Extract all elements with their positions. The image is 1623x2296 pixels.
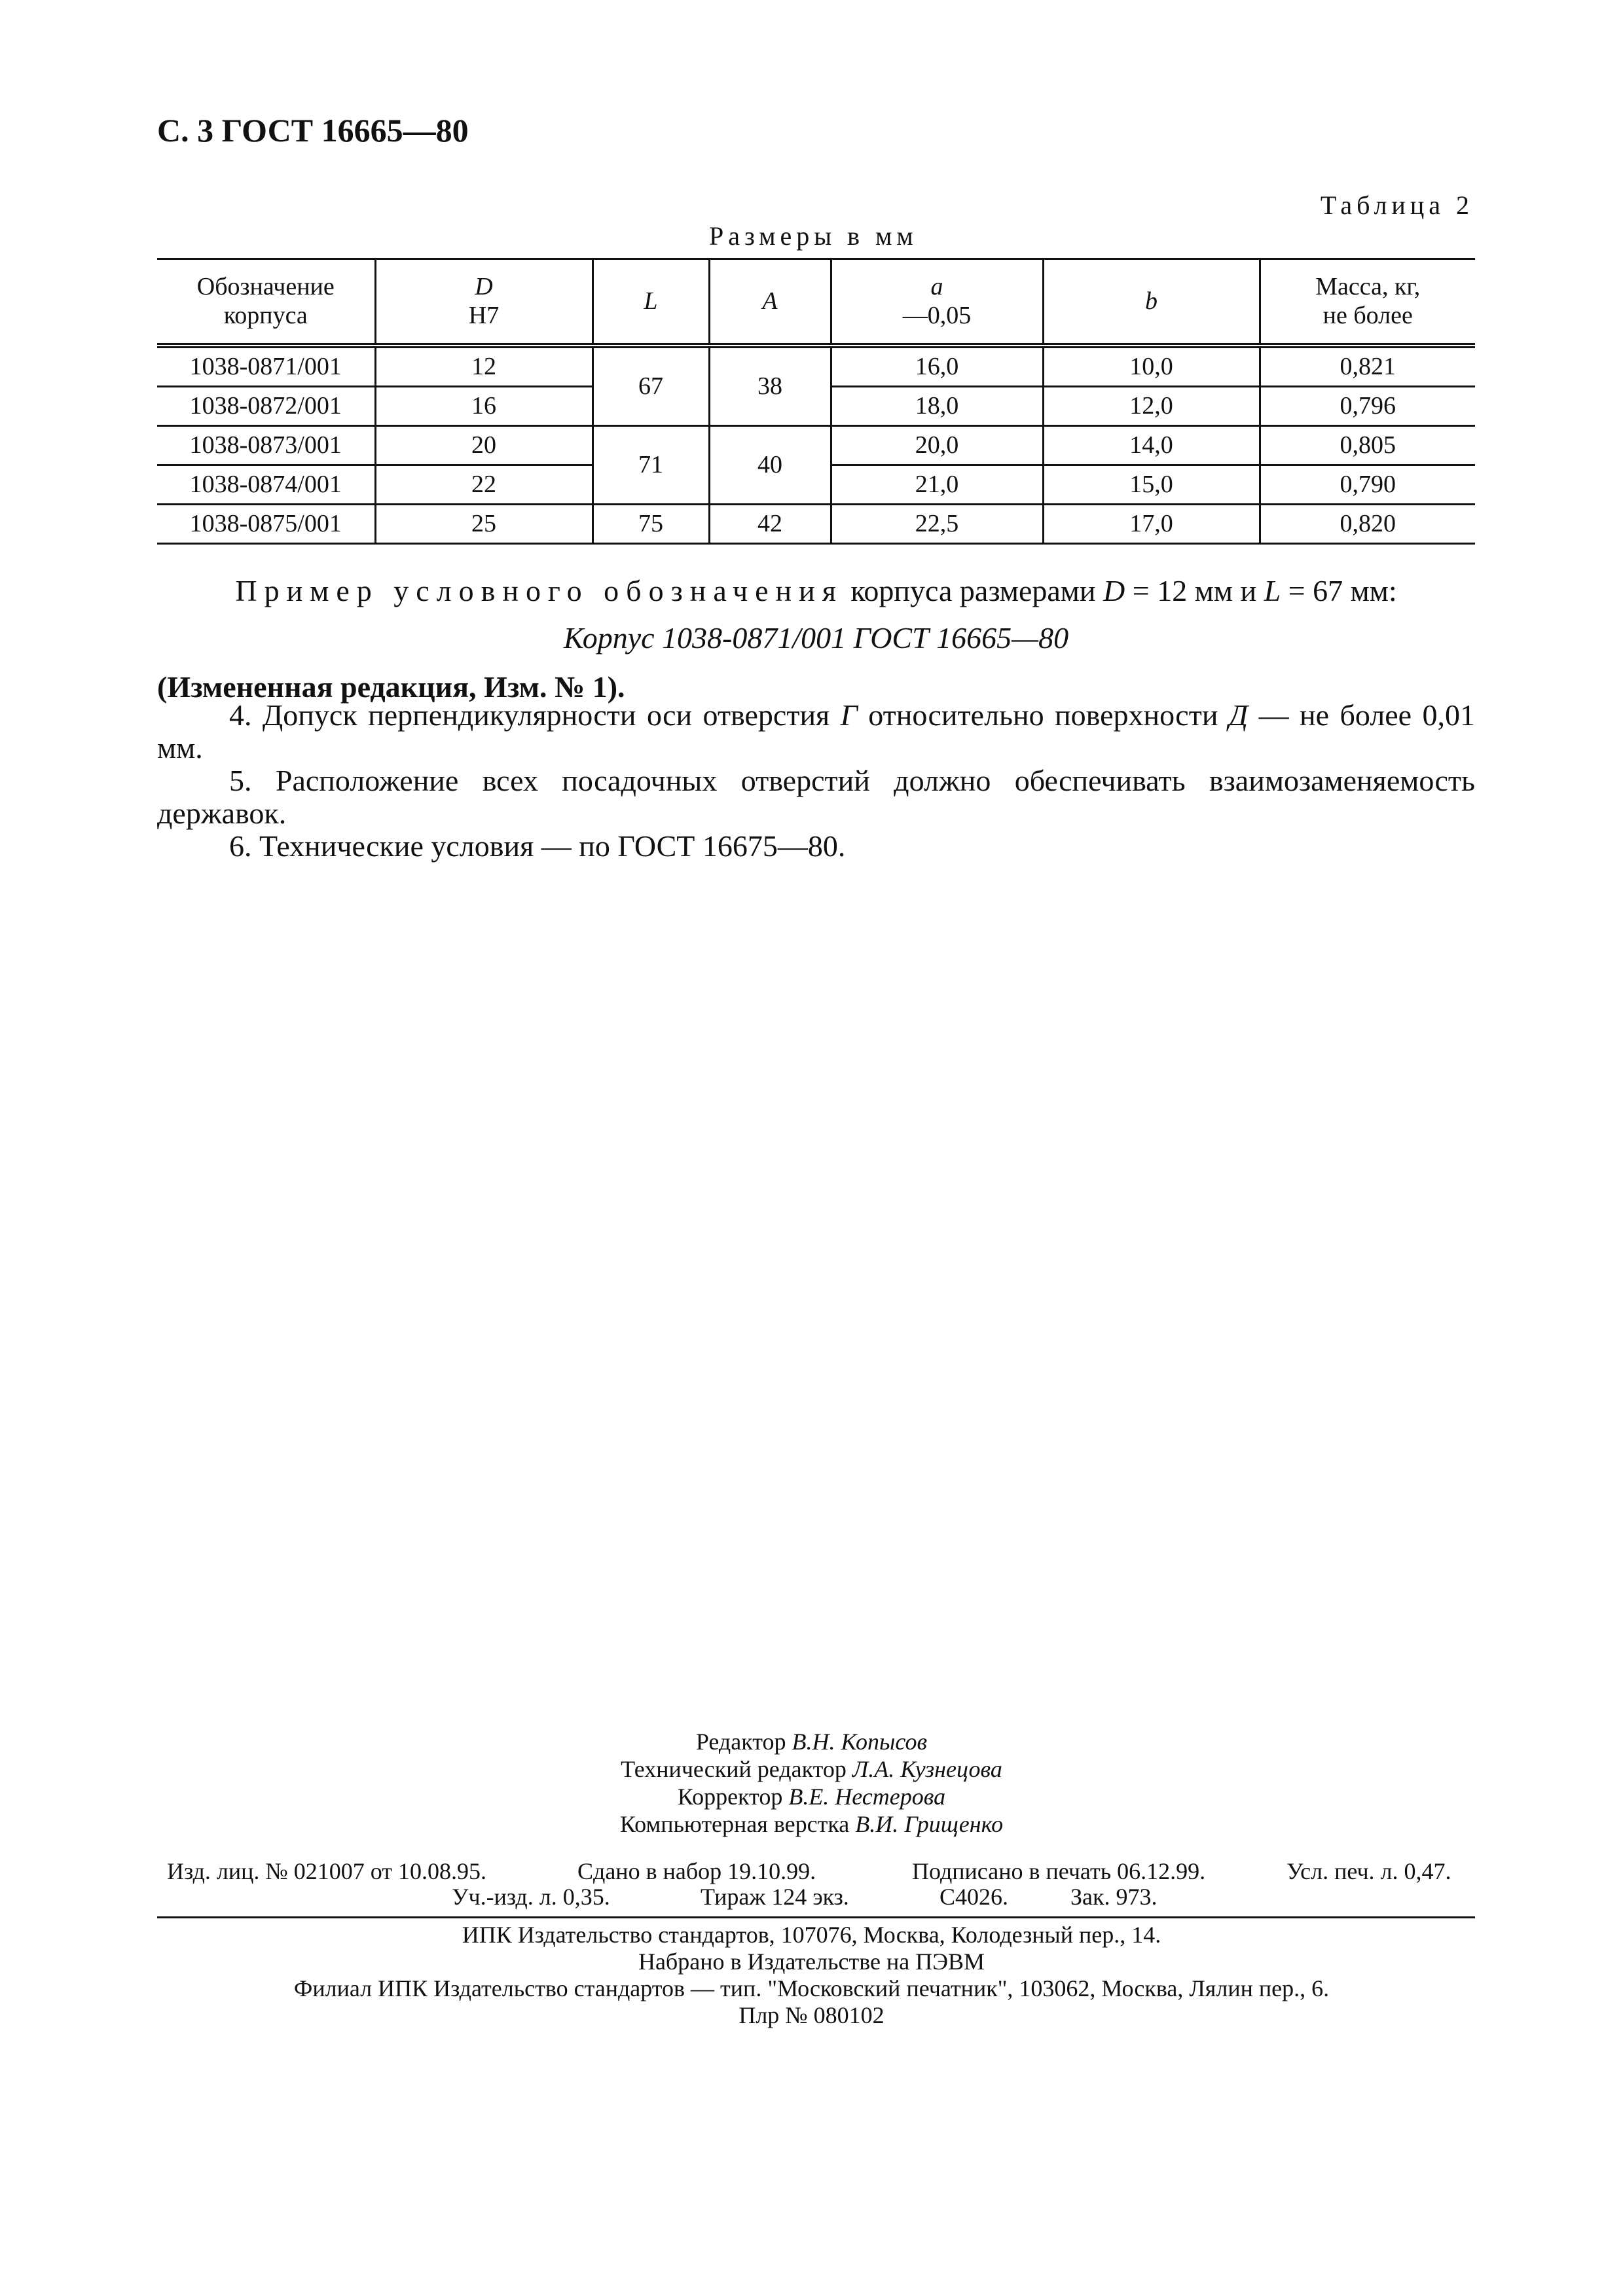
imprint-license: Изд. лиц. № 021007 от 10.08.95. [167,1858,486,1884]
body-text [157,699,1475,863]
header-L: L [593,259,709,346]
table-row [157,505,1475,544]
cell-D: 12 [375,346,593,387]
header-A: A [709,259,831,346]
example-designation: Корпус 1038-0871/001 ГОСТ 16665—80 [563,621,1069,655]
cell-mass: 0,820 [1260,505,1475,544]
header-b: b [1043,259,1260,346]
example-text-2: = 12 мм и [1125,574,1264,607]
imprint-divider [157,1916,1475,1918]
imprint-signed: Подписано в печать 06.12.99. [912,1858,1206,1884]
cell-mass: 0,821 [1260,346,1475,387]
cell-L: 75 [593,505,709,544]
table-header-row [157,259,1475,346]
cell-L-merged: 67 [593,346,709,426]
cell-a: 21,0 [831,465,1043,505]
example-text-1: корпуса размерами [843,574,1104,607]
imprint-order: Зак. 973. [1070,1884,1158,1910]
amendment-note: (Измененная редакция, Изм. № 1). [157,670,625,704]
credit-proofreader: Корректор В.Е. Нестерова [677,1784,946,1810]
cell-mass: 0,790 [1260,465,1475,505]
dimensions-table [157,258,1475,545]
cell-A: 42 [709,505,831,544]
item-5: 5. Расположение всех посадочных отверстий должно обеспечивать взаимозаменяемость державок. [157,764,1475,830]
cell-designation: 1038-0873/001 [157,426,375,465]
cell-b: 17,0 [1043,505,1260,544]
imprint-publ-sheets: Уч.-изд. л. 0,35. [452,1884,610,1910]
publisher-line: ИПК Издательство стандартов, 107076, Москва, Колодезный пер., 14. [462,1922,1161,1948]
cell-designation: 1038-0874/001 [157,465,375,505]
cell-L-merged: 71 [593,426,709,505]
publisher-line: Филиал ИПК Издательство стандартов — тип. "Московский печатник", 103062, Москва, Лялин пер., 6. [293,1975,1330,2001]
publisher-line: Набрано в Издательстве на ПЭВМ [638,1948,985,1975]
cell-b: 12,0 [1043,387,1260,426]
example-var-D: D [1103,574,1125,607]
units-caption: Размеры в мм [709,221,918,251]
cell-b: 15,0 [1043,465,1260,505]
cell-a: 20,0 [831,426,1043,465]
credit-tech-editor: Технический редактор Л.А. Кузнецова [621,1756,1002,1782]
example-text-3: = 67 мм: [1281,574,1397,607]
cell-A-merged: 40 [709,426,831,505]
cell-designation: 1038-0872/001 [157,387,375,426]
example-line [157,573,1475,608]
example-var-L: L [1264,574,1281,607]
table-row [157,346,1475,387]
cell-designation: 1038-0871/001 [157,346,375,387]
table-row [157,426,1475,465]
example-lead: Пример условного обозначения [235,574,843,607]
cell-a: 18,0 [831,387,1043,426]
credit-editor: Редактор В.Н. Копысов [695,1729,928,1755]
cell-mass: 0,805 [1260,426,1475,465]
cell-D: 25 [375,505,593,544]
item-6: 6. Технические условия — по ГОСТ 16675—80. [229,829,846,863]
table-caption: Таблица 2 [1320,190,1474,220]
imprint-print-sheets: Усл. печ. л. 0,47. [1286,1858,1451,1884]
cell-a: 22,5 [831,505,1043,544]
cell-A-merged: 38 [709,346,831,426]
imprint-run: Тираж 124 экз. [701,1884,849,1910]
header-mass: Масса, кг, не более [1260,259,1475,346]
publisher-block [0,1922,1623,2029]
item-4: 4. Допуск перпендикулярности оси отверстия Г относительно поверхности Д — не более 0,01 мм. [157,698,1476,764]
header-a: a —0,05 [831,259,1043,346]
cell-D: 20 [375,426,593,465]
imprint-typeset: Сдано в набор 19.10.99. [577,1858,816,1884]
cell-D: 16 [375,387,593,426]
publisher-line: Плр № 080102 [739,2002,884,2028]
cell-D: 22 [375,465,593,505]
cell-b: 10,0 [1043,346,1260,387]
credits-block [0,1728,1623,1838]
header-D: D H7 [375,259,593,346]
credit-layout: Компьютерная верстка В.И. Грищенко [619,1811,1004,1837]
cell-mass: 0,796 [1260,387,1475,426]
cell-b: 14,0 [1043,426,1260,465]
header-designation: Обозначение корпуса [157,259,375,346]
imprint-code: С4026. [939,1884,1009,1910]
cell-a: 16,0 [831,346,1043,387]
cell-designation: 1038-0875/001 [157,505,375,544]
page-header: С. 3 ГОСТ 16665—80 [157,112,469,149]
